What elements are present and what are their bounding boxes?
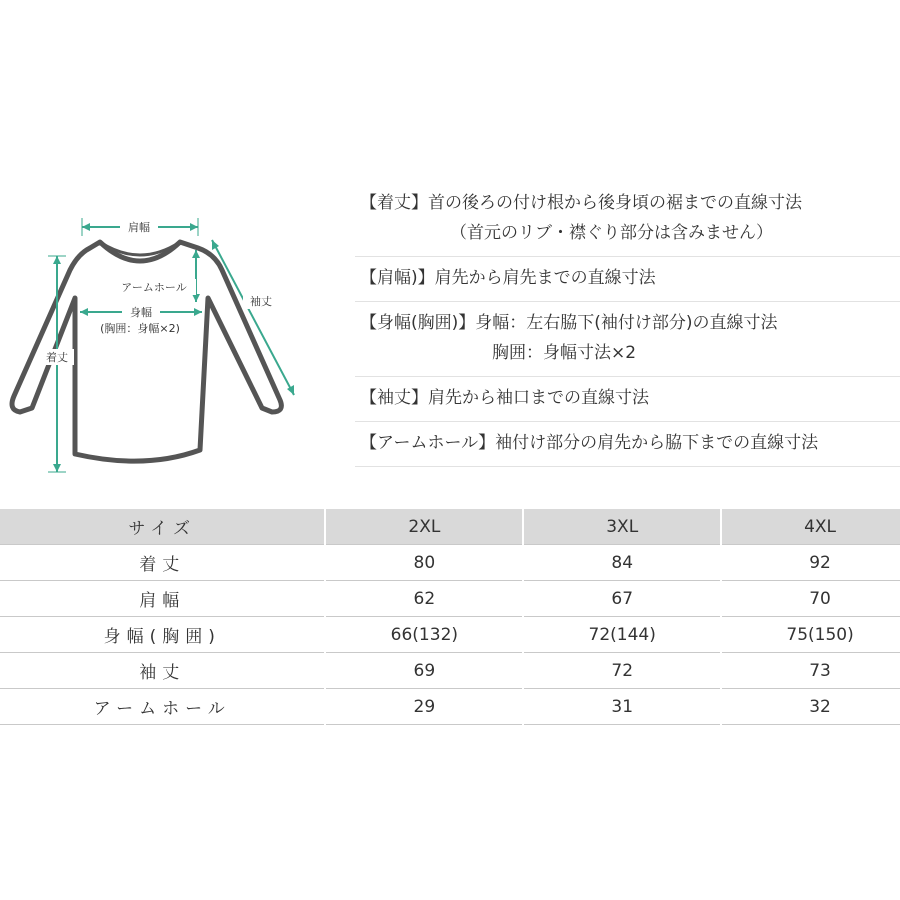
desc-length — [355, 182, 900, 257]
table-cell: 31 — [523, 689, 721, 725]
desc-text: 袖付け部分の肩先から脇下までの直線寸法 — [495, 433, 819, 453]
table-row — [0, 653, 900, 689]
table-cell: 70 — [721, 581, 900, 617]
desc-text: 肩先から袖口までの直線寸法 — [428, 388, 649, 408]
table-cell: 80 — [325, 545, 523, 581]
chest-label: (胸囲：身幅×2) — [100, 322, 180, 335]
table-cell: 84 — [523, 545, 721, 581]
desc-sleeve — [355, 377, 900, 422]
table-cell: 32 — [721, 689, 900, 725]
desc-shoulder — [355, 257, 900, 302]
table-cell: 92 — [721, 545, 900, 581]
shoulder-label: 肩幅 — [128, 221, 150, 234]
table-row — [0, 545, 900, 581]
header-cell: 3XL — [523, 509, 721, 545]
table-cell: 75(150) — [721, 617, 900, 653]
desc-term: 【身幅(胸囲)】 — [360, 313, 476, 333]
desc-term: 【着丈】 — [360, 193, 428, 213]
table-cell: 72 — [523, 653, 721, 689]
length-label: 着丈 — [46, 351, 68, 364]
desc-text: 首の後ろの付け根から後身頃の裾までの直線寸法 — [428, 193, 802, 213]
desc-text: 胸囲：身幅寸法×2 — [492, 343, 637, 363]
table-row — [0, 689, 900, 725]
table-row — [0, 617, 900, 653]
desc-body-width — [355, 302, 900, 377]
sleeve-label: 袖丈 — [250, 295, 272, 308]
row-label: アームホール — [0, 689, 325, 725]
desc-term: 【肩幅)】 — [360, 268, 435, 288]
armhole-label: アームホール — [121, 281, 187, 294]
size-table — [0, 509, 900, 725]
header-cell: 2XL — [325, 509, 523, 545]
table-row — [0, 581, 900, 617]
body-width-label: 身幅 — [130, 306, 152, 319]
table-cell: 69 — [325, 653, 523, 689]
desc-armhole — [355, 422, 900, 467]
table-cell: 72(144) — [523, 617, 721, 653]
table-cell: 62 — [325, 581, 523, 617]
desc-term: 【袖丈】 — [360, 388, 428, 408]
table-header-row — [0, 509, 900, 545]
desc-term: 【アームホール】 — [360, 433, 496, 453]
header-cell: 4XL — [721, 509, 900, 545]
desc-text: 身幅：左右脇下(袖付け部分)の直線寸法 — [475, 313, 778, 333]
row-label: 袖丈 — [0, 653, 325, 689]
row-label: 肩幅 — [0, 581, 325, 617]
desc-text: 肩先から肩先までの直線寸法 — [434, 268, 656, 288]
header-cell: サイズ — [0, 509, 325, 545]
row-label: 身幅(胸囲) — [0, 617, 325, 653]
row-label: 着丈 — [0, 545, 325, 581]
measurement-descriptions — [355, 182, 900, 467]
table-cell: 67 — [523, 581, 721, 617]
table-cell: 73 — [721, 653, 900, 689]
table-cell: 29 — [325, 689, 523, 725]
table-cell: 66(132) — [325, 617, 523, 653]
shirt-diagram — [0, 190, 330, 490]
desc-text: （首元のリブ・襟ぐり部分は含みません） — [450, 223, 773, 243]
